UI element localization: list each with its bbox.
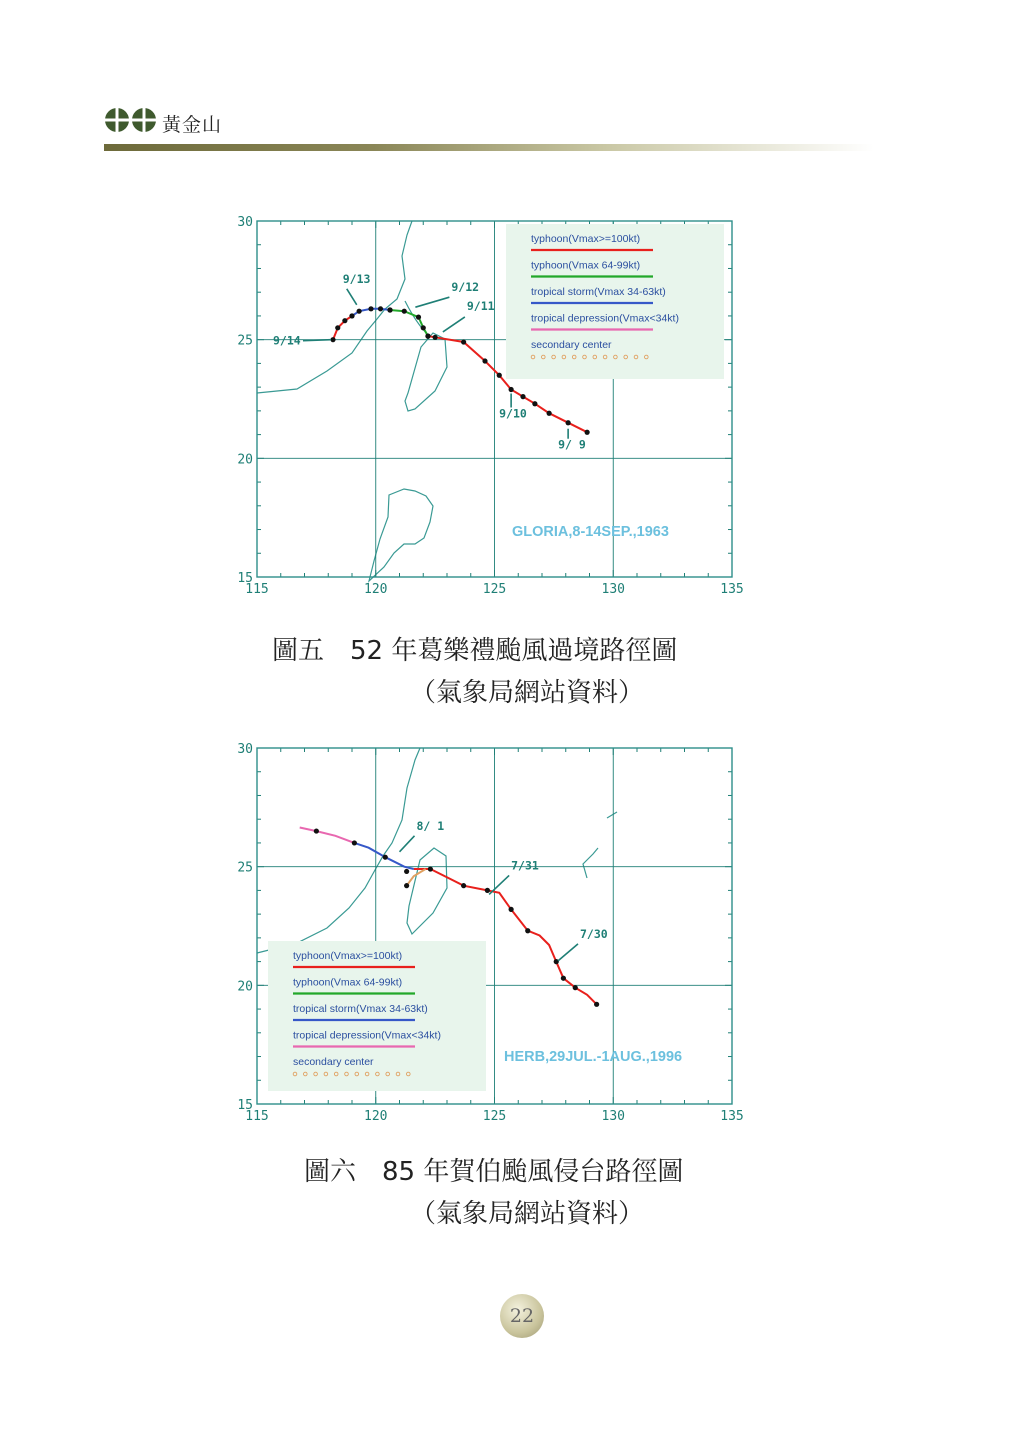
data-point — [368, 306, 373, 311]
y-tick-label: 15 — [237, 571, 253, 586]
y-tick-label: 30 — [237, 742, 253, 757]
x-tick-label: 115 — [245, 1109, 269, 1124]
y-tick-label: 25 — [237, 860, 253, 876]
data-point — [509, 387, 514, 392]
data-point — [485, 888, 490, 893]
y-tick-label: 30 — [237, 215, 253, 230]
data-point — [461, 339, 466, 344]
x-tick-label: 130 — [601, 582, 625, 597]
legend-box — [268, 941, 486, 1091]
data-point — [525, 928, 530, 933]
logo-icon — [104, 107, 160, 133]
figure6-source: （氣象局網站資料） — [410, 1199, 645, 1229]
data-point — [402, 309, 407, 314]
data-point — [509, 907, 514, 912]
storm-title: GLORIA,8-14SEP.,1963 — [512, 524, 669, 540]
x-tick-label: 135 — [720, 582, 744, 597]
header-title: 黃金山 — [162, 114, 223, 136]
page-header — [104, 104, 884, 144]
legend-label: secondary center — [293, 1056, 374, 1068]
legend-label: tropical depression(Vmax<34kt) — [293, 1029, 441, 1042]
x-tick-label: 120 — [364, 582, 388, 597]
data-point — [357, 309, 362, 314]
data-point — [573, 985, 578, 990]
data-point — [566, 420, 571, 425]
figure5-source: （氣象局網站資料） — [410, 678, 645, 708]
legend-label: typhoon(Vmax>=100kt) — [531, 233, 641, 245]
x-tick-label: 125 — [482, 1109, 507, 1124]
y-tick-label: 15 — [237, 1098, 253, 1113]
data-point — [330, 337, 335, 342]
data-point — [433, 335, 438, 340]
legend-label: secondary center — [531, 339, 612, 351]
data-point — [349, 313, 354, 318]
legend-label: tropical storm(Vmax 34-63kt) — [293, 1003, 428, 1015]
data-point — [461, 883, 466, 888]
date-label: 9/10 — [499, 406, 527, 421]
data-point — [383, 855, 388, 860]
x-tick-label: 135 — [720, 1109, 744, 1124]
data-point — [416, 315, 421, 320]
legend-box — [506, 224, 724, 379]
data-point — [335, 325, 340, 330]
data-point — [585, 430, 590, 435]
chart-svg — [226, 735, 756, 1127]
data-point — [561, 976, 566, 981]
chart-gloria — [226, 208, 756, 600]
data-point — [497, 373, 502, 378]
data-point — [352, 840, 357, 845]
data-point — [387, 307, 392, 312]
chart-herb — [226, 735, 756, 1127]
legend-label: typhoon(Vmax>=100kt) — [293, 950, 403, 962]
data-point — [378, 306, 383, 311]
y-tick-label: 20 — [237, 452, 253, 468]
y-tick-label: 25 — [237, 333, 253, 349]
data-point — [421, 325, 426, 330]
data-point — [428, 866, 433, 871]
data-point — [532, 401, 537, 406]
data-point — [342, 318, 347, 323]
date-label: 9/14 — [273, 333, 301, 348]
data-point — [594, 1002, 599, 1007]
date-label: 9/12 — [451, 280, 480, 295]
data-point — [547, 411, 552, 416]
x-tick-label: 125 — [482, 582, 507, 597]
date-label: 7/30 — [580, 926, 608, 941]
figure5-caption: 圖五 52 年葛樂禮颱風過境路徑圖 — [272, 636, 678, 666]
x-tick-label: 115 — [245, 582, 269, 597]
y-tick-label: 20 — [237, 979, 253, 995]
date-label: 9/11 — [466, 298, 495, 313]
chart-svg — [226, 208, 756, 600]
x-tick-label: 130 — [601, 1109, 625, 1124]
data-point — [404, 883, 409, 888]
data-point — [314, 828, 319, 833]
storm-title: HERB,29JUL.-1AUG.,1996 — [504, 1049, 683, 1065]
date-label: 9/13 — [342, 271, 371, 286]
x-tick-label: 120 — [364, 1109, 388, 1124]
data-point — [404, 869, 409, 874]
data-point — [425, 334, 430, 339]
annotation-pointer — [303, 340, 331, 341]
figure6-caption: 圖六 85 年賀伯颱風侵台路徑圖 — [304, 1157, 684, 1187]
legend-label: tropical storm(Vmax 34-63kt) — [531, 286, 666, 298]
data-point — [520, 394, 525, 399]
legend-label: typhoon(Vmax 64-99kt) — [531, 259, 641, 272]
data-point — [482, 358, 487, 363]
legend-label: tropical depression(Vmax<34kt) — [531, 312, 679, 325]
date-label: 8/ 1 — [416, 818, 445, 833]
date-label: 7/31 — [511, 858, 539, 873]
page-number: 22 — [500, 1294, 544, 1338]
legend-label: typhoon(Vmax 64-99kt) — [293, 976, 403, 989]
header-divider — [104, 144, 874, 151]
date-label: 9/ 9 — [558, 437, 586, 452]
